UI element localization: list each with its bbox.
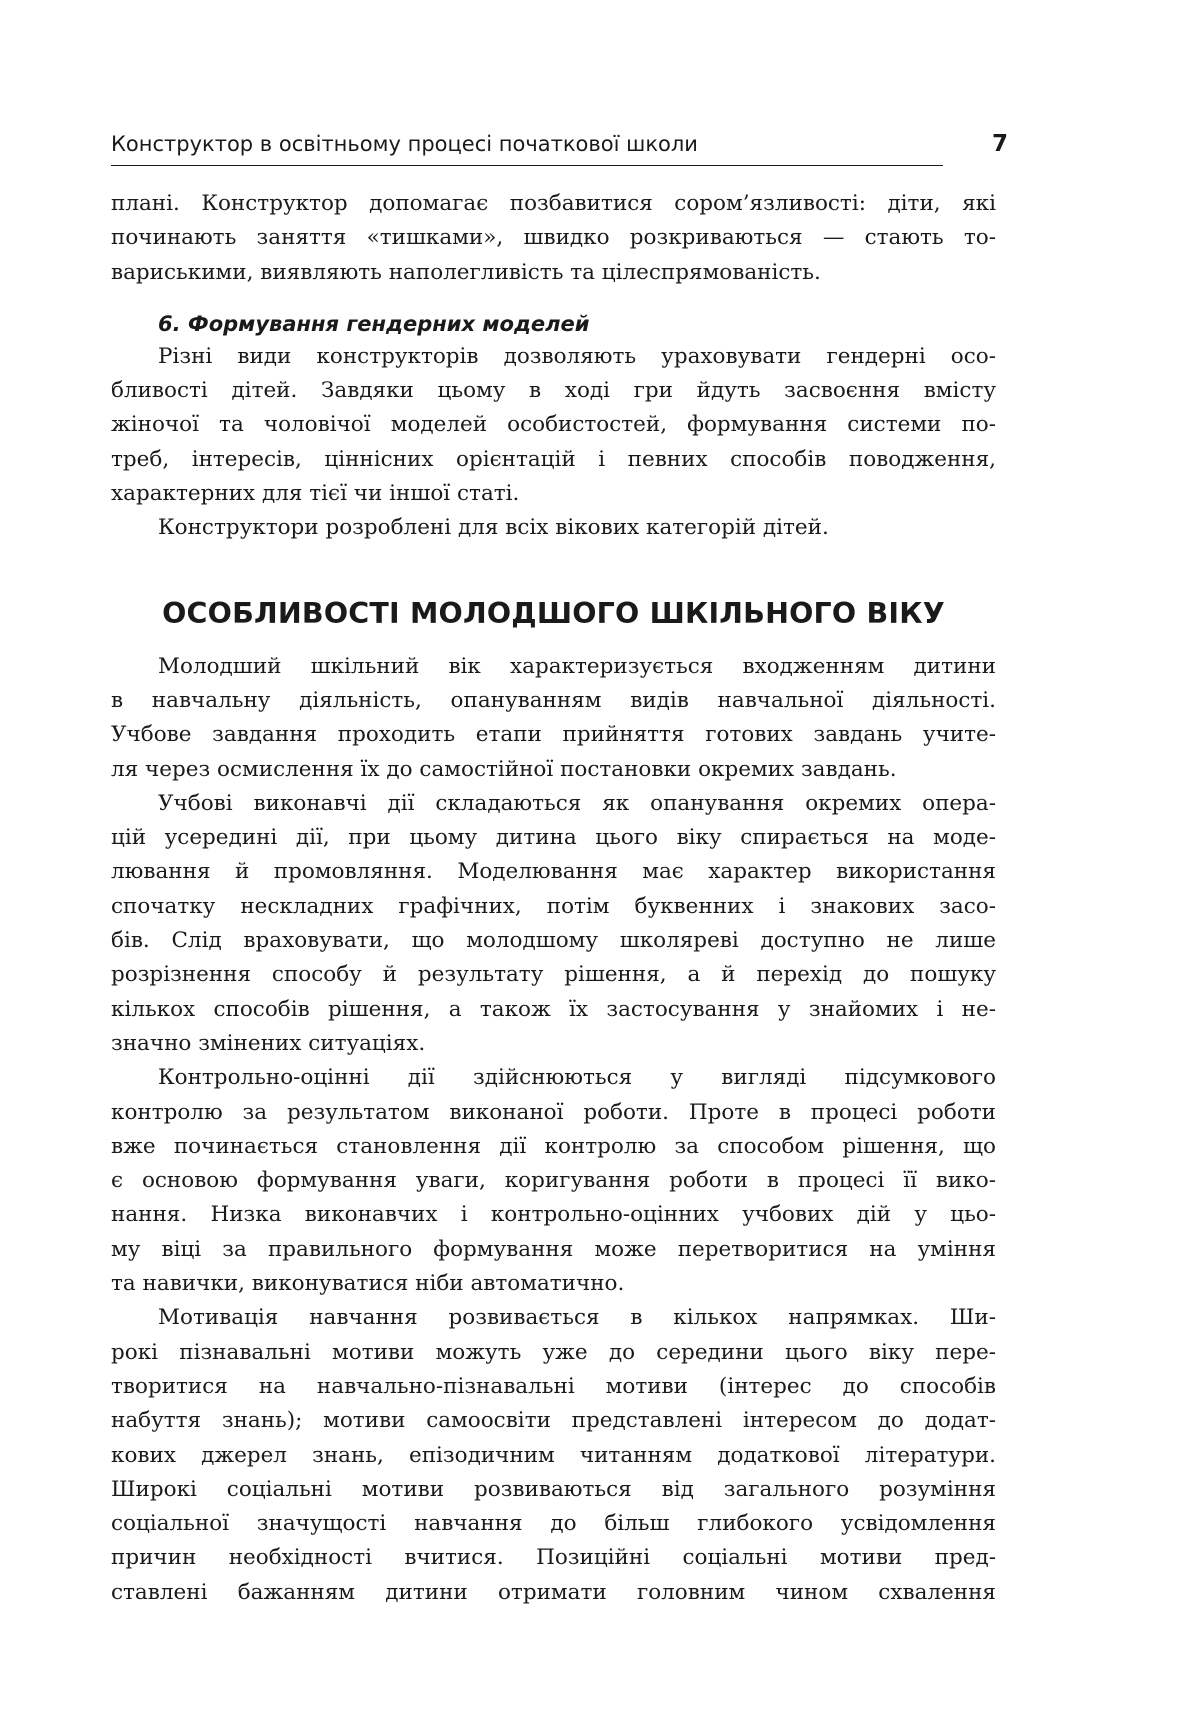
intro-paragraph bbox=[111, 187, 996, 290]
text-line: плані. Конструктор допомагає позбавитися сором’язливості: діти, які bbox=[111, 191, 996, 216]
text-line: лювання й промовляння. Моделювання має характер використання bbox=[111, 859, 996, 885]
text-line: набуття знань); мотиви самоосвіти представлені інтересом до додат- bbox=[111, 1408, 996, 1434]
text-line: бливості дітей. Завдяки цьому в ході гри йдуть засвоєння вмісту bbox=[111, 378, 996, 404]
section-paragraph bbox=[111, 650, 996, 787]
text-line: соціальної значущості навчання до більш глибокого усвідомлення bbox=[111, 1511, 996, 1537]
text-line: бів. Слід враховувати, що молодшому школяреві доступно не лише bbox=[111, 928, 996, 954]
text-line: ставлені бажанням дитини отримати головним чином схвалення bbox=[111, 1579, 996, 1605]
text-line: контролю за результатом виконаної роботи. Проте в процесі роботи bbox=[111, 1099, 996, 1125]
text-line: вариськими, виявляють наполегливість та цілеспрямованість. bbox=[111, 259, 821, 285]
text-line: Конструктори розроблені для всіх вікових категорій дітей. bbox=[158, 515, 829, 541]
text-line: в навчальну діяльність, опануванням видів навчальної діяльності. bbox=[111, 687, 996, 713]
text-line: цій усередині дії, при цьому дитина цього віку спирається на моде- bbox=[111, 825, 996, 851]
text-line: вже починається становлення дії контролю за способом рішення, що bbox=[111, 1133, 996, 1159]
section-paragraph bbox=[111, 1061, 996, 1301]
text-line: характерних для тієї чи іншої статі. bbox=[111, 481, 520, 507]
text-line: причин необхідності вчитися. Позиційні соціальні мотиви пред- bbox=[111, 1545, 996, 1571]
body-text bbox=[111, 187, 996, 1610]
text-line: значно змінених ситуаціях. bbox=[111, 1030, 426, 1056]
text-line: Молодший шкільний вік характеризується входженням дитини bbox=[158, 653, 996, 679]
text-line: рокі пізнавальні мотиви можуть уже до середини цього віку пере- bbox=[111, 1339, 996, 1365]
page-number: 7 bbox=[992, 131, 1009, 157]
text-line: Широкі соціальні мотиви розвиваються від загального розуміння bbox=[111, 1476, 996, 1502]
subsection-paragraph bbox=[111, 511, 996, 545]
text-line: творитися на навчально-пізнавальні мотиви (інтерес до способів bbox=[111, 1373, 996, 1399]
subsection-heading: 6. Формування гендерних моделей bbox=[158, 311, 590, 336]
text-line: треб, інтересів, ціннісних орієнтацій і певних способів поводження, bbox=[111, 446, 996, 472]
running-title: Конструктор в освітньому процесі початкової школи bbox=[111, 132, 698, 156]
section-paragraph bbox=[111, 1301, 996, 1610]
text-line: починають заняття «тишками», швидко розкриваються — стають то- bbox=[111, 225, 996, 251]
text-line: та навички, виконуватися ніби автоматично. bbox=[111, 1271, 625, 1297]
subsection-paragraph bbox=[111, 340, 996, 511]
text-line: Різні види конструкторів дозволяють ураховувати гендерні осо- bbox=[158, 343, 996, 369]
text-line: нання. Низка виконавчих і контрольно-оцінних учбових дій у цьо- bbox=[111, 1202, 996, 1228]
text-line: Мотивація навчання розвивається в кількох напрямках. Ши- bbox=[158, 1305, 996, 1331]
section-paragraph bbox=[111, 787, 996, 1061]
text-line: ля через осмислення їх до самостійної постановки окремих завдань. bbox=[111, 756, 897, 782]
text-line: розрізнення способу й результату рішення, а й перехід до пошуку bbox=[111, 962, 996, 988]
header-rule bbox=[111, 165, 943, 166]
text-line: кових джерел знань, епізодичним читанням додаткової літератури. bbox=[111, 1442, 996, 1468]
text-line: спочатку нескладних графічних, потім буквенних і знакових засо- bbox=[111, 893, 996, 919]
text-line: Учбове завдання проходить етапи прийняття готових завдань учите- bbox=[111, 722, 996, 748]
text-line: кількох способів рішення, а також їх застосування у знайомих і не- bbox=[111, 996, 996, 1022]
text-line: є основою формування уваги, коригування роботи в процесі її вико- bbox=[111, 1168, 996, 1194]
text-line: му віці за правильного формування може перетворитися на уміння bbox=[111, 1236, 996, 1262]
text-line: Контрольно-оцінні дії здійснюються у вигляді підсумкового bbox=[158, 1065, 996, 1091]
text-line: Учбові виконавчі дії складаються як опанування окремих опера- bbox=[158, 790, 996, 816]
section-title: ОСОБЛИВОСТІ МОЛОДШОГО ШКІЛЬНОГО ВІКУ bbox=[162, 596, 945, 630]
text-line: жіночої та чоловічої моделей особистостей, формування системи по- bbox=[111, 412, 996, 438]
